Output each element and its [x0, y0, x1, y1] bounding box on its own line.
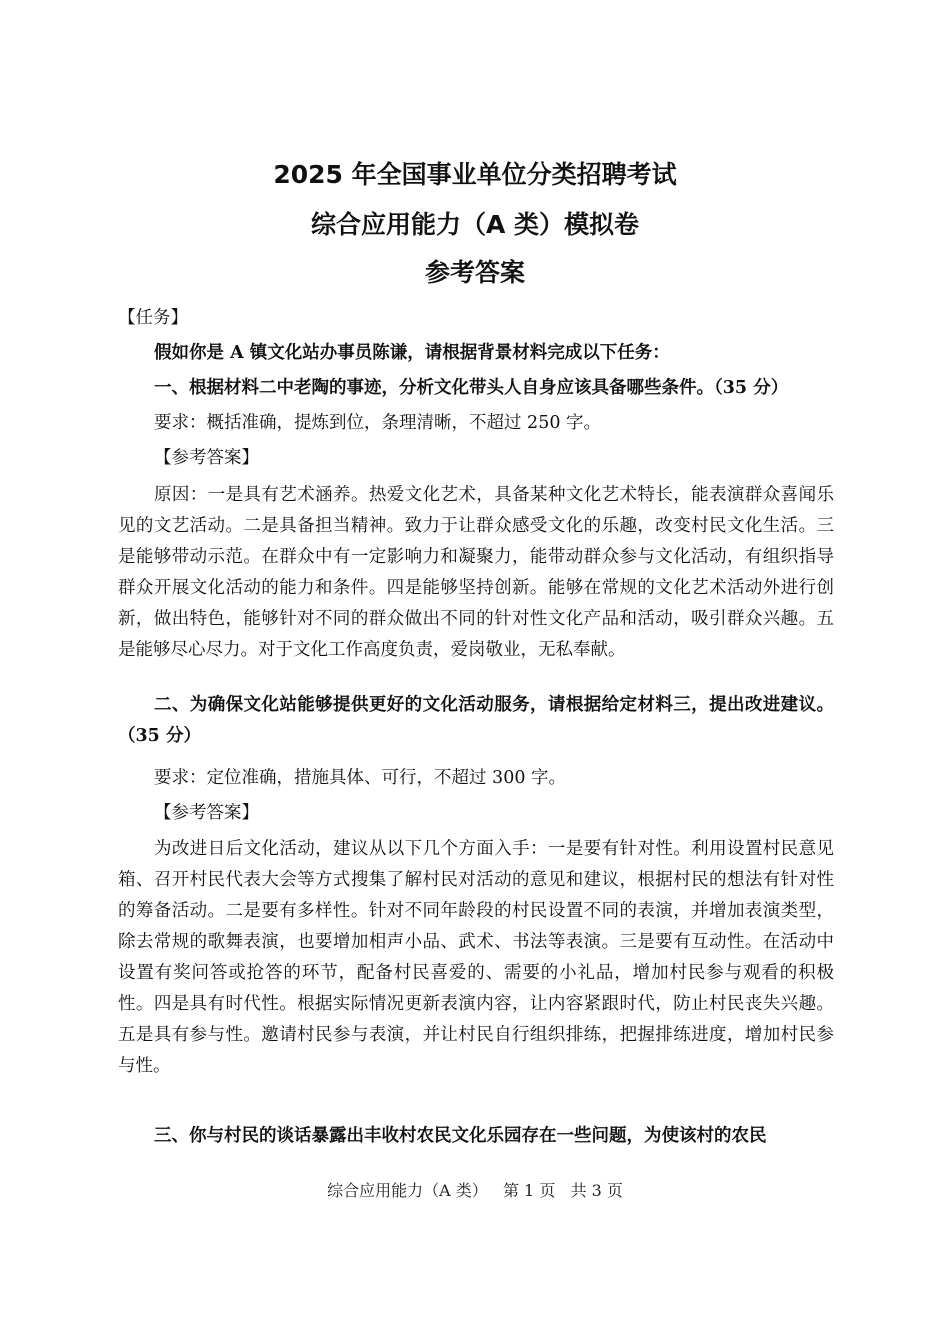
q2-requirement: 要求：定位准确，措施具体、可行，不超过 300 字。: [154, 768, 567, 788]
q1-answer-label: 【参考答案】: [154, 448, 259, 468]
q2-answer-text: 为改进日后文化活动，建议从以下几个方面入手：一是要有针对性。利用设置村民意见箱、召开村民代表大会等方式搜集了解村民对活动的意见和建议，根据村民的想法有针对性的筹备活动。二是要有多样性。针对不同年龄段的村民设置不同的表演，并增加表演类型，除去常规的歌舞表演，也要增加相声小品、武术、书法等表演。三是要有互动性。在活动中设置有奖问答或抢答的环节，配备村民喜爱的、需要的小礼品，增加村民参与观看的积极性。四是具有时代性。根据实际情况更新表演内容，让内容紧跟时代，防止村民丧失兴趣。五是具有参与性。邀请村民参与表演，并让村民自行组织排练，把握排练进度，增加村民参与性。: [118, 839, 834, 1076]
task-intro: 假如你是 A 镇文化站办事员陈谦，请根据背景材料完成以下任务：: [154, 343, 670, 363]
q1-requirement: 要求：概括准确，提炼到位，条理清晰，不超过 250 字。: [154, 413, 602, 433]
q2-answer-label: 【参考答案】: [154, 803, 259, 823]
q2-question: 二、为确保文化站能够提供更好的文化活动服务，请根据给定材料三，提出改进建议。（35 分）: [118, 695, 834, 746]
title-line-1: 2025 年全国事业单位分类招聘考试: [273, 160, 677, 189]
q1-answer-text: 原因：一是具有艺术涵养。热爱文化艺术，具备某种文化艺术特长，能表演群众喜闻乐见的文艺活动。二是具备担当精神。致力于让群众感受文化的乐趣，改变村民文化生活。三是能够带动示范。在群众中有一定影响力和凝聚力，能带动群众参与文化活动，有组织指导群众开展文化活动的能力和条件。四是能够坚持创新。能够在常规的文化艺术活动外进行创新，做出特色，能够针对不同的群众做出不同的针对性文化产品和活动，吸引群众兴趣。五是能够尽心尽力。对于文化工作高度负责，爱岗敬业，无私奉献。: [118, 485, 834, 660]
q1-question: 一、根据材料二中老陶的事迹，分析文化带头人自身应该具备哪些条件。（35 分）: [154, 378, 789, 398]
title-line-2: 综合应用能力（A 类）模拟卷: [310, 210, 640, 239]
title-line-3: 参考答案: [424, 258, 525, 287]
task-label: 【任务】: [118, 308, 188, 328]
page-footer: 综合应用能力（A 类） 第 1 页 共 3 页: [327, 1181, 623, 1200]
q3-question: 三、你与村民的谈话暴露出丰收村农民文化乐园存在一些问题，为使该村的农民: [154, 1126, 767, 1146]
